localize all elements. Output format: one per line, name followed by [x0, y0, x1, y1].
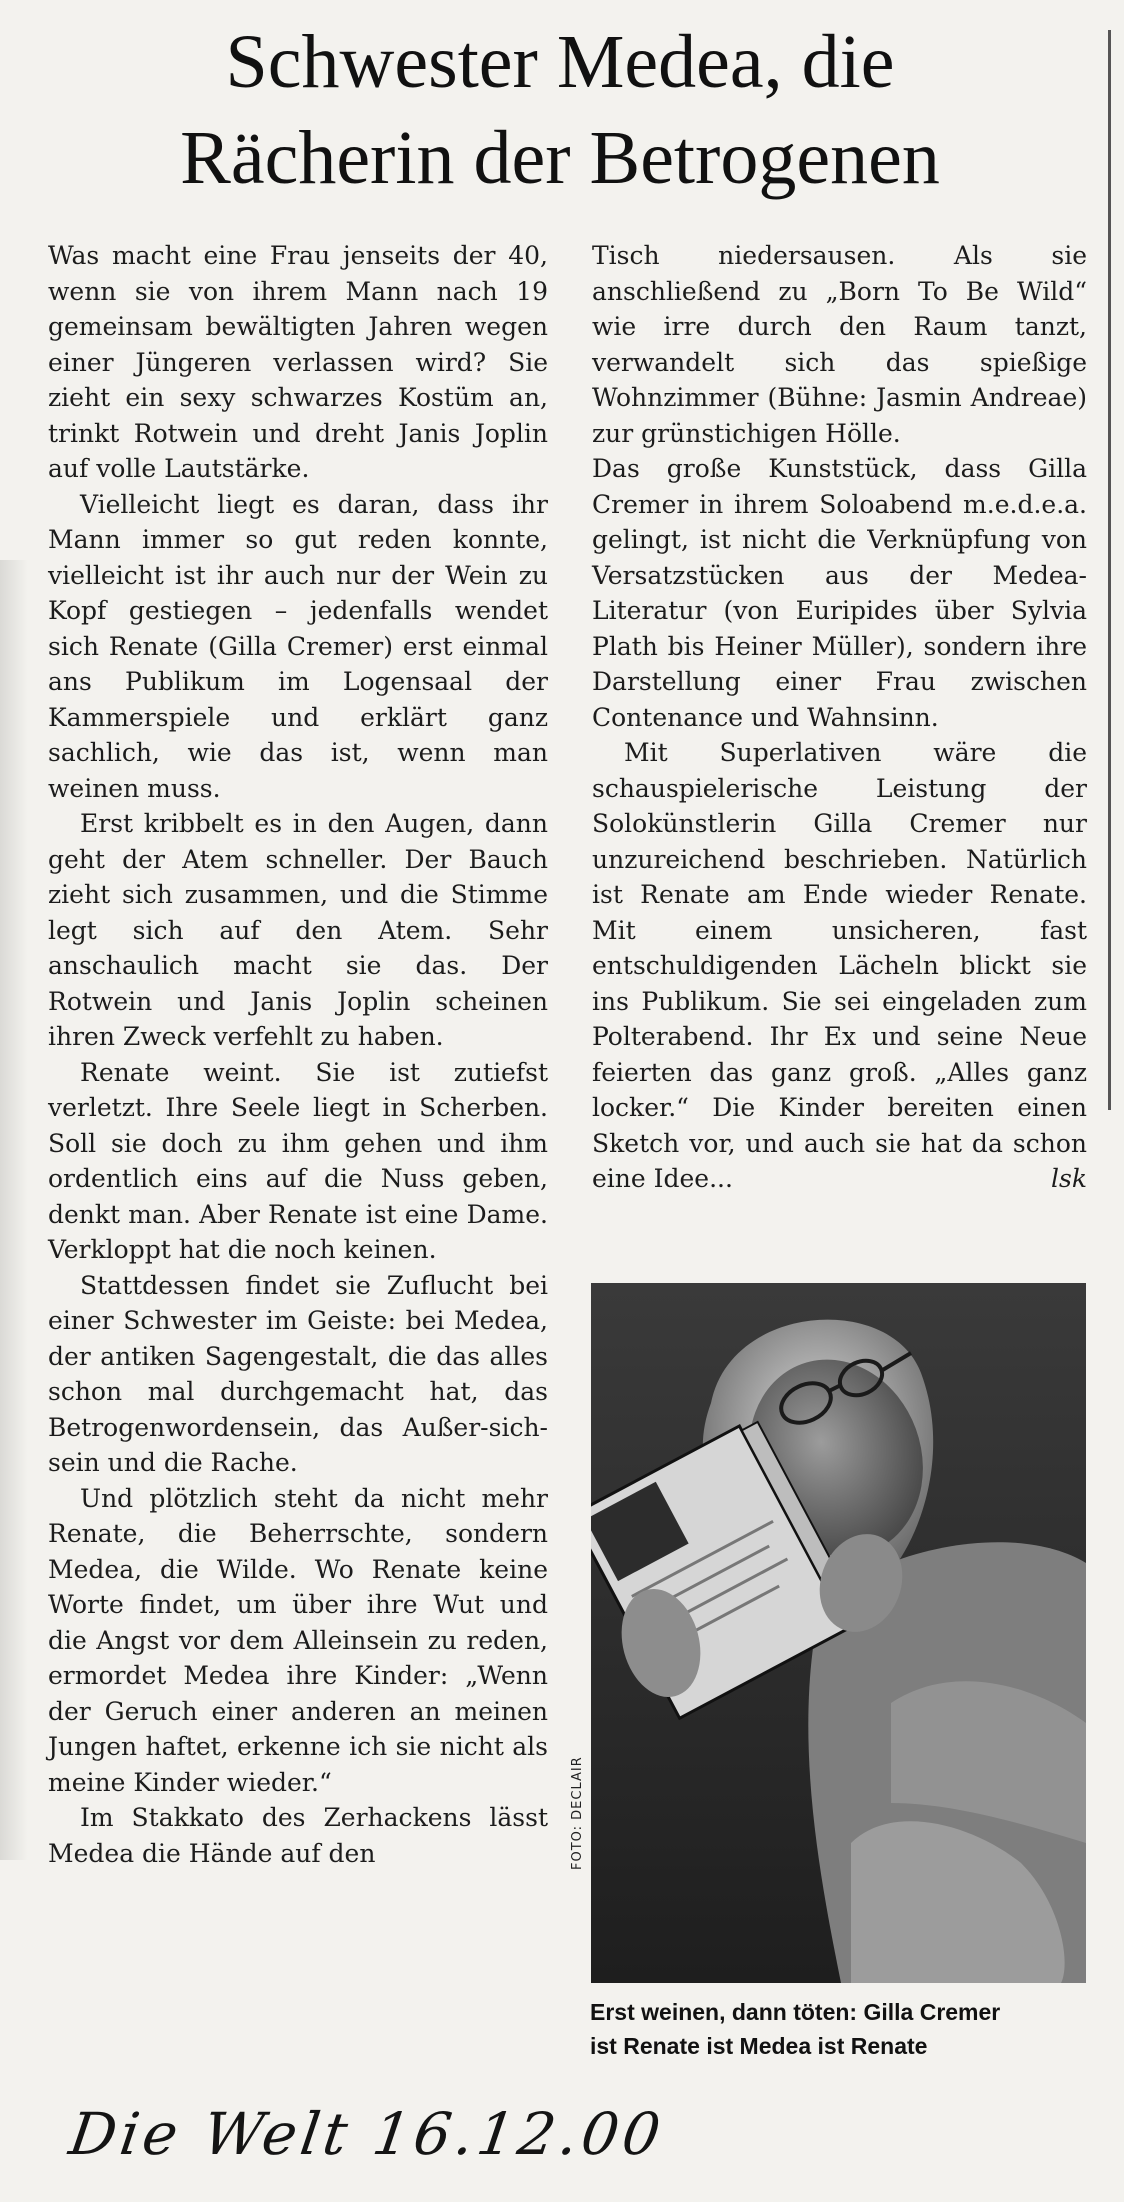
paragraph: Erst kribbelt es in den Augen, dann geht der Atem schneller. Der Bauch zieht sich zusammen, und die Stimme legt sich auf den Atem. Sehr anschaulich macht sie das. Der Rotwein und Janis Joplin scheinen ihren Zweck verfehlt zu haben.	[48, 809, 548, 1051]
handwritten-source-note: Die Welt 16.12.00	[65, 2100, 669, 2168]
photo-illustration	[591, 1283, 1086, 1983]
adjacent-page-bleed	[0, 560, 28, 1860]
paragraph: Das große Kunststück, dass Gilla Cremer in ihrem Soloabend m.e.d.e.a. gelingt, ist nicht die Verknüpfung von Versatzstücken aus der Medea-Literatur (von Euripides über Sylvia Plath bis Heiner Müller), sondern ihre Darstellung einer Frau zwischen Contenance und Wahnsinn.	[592, 454, 1087, 732]
paragraph: Und plötzlich steht da nicht mehr Renate, die Beherrschte, sondern Medea, die Wilde. Wo Renate keine Worte findet, um über ihre Wut und die Angst vor dem Alleinsein zu reden, ermordet Medea ihre Kinder: „Wenn der Geruch einer anderen an meinen Jungen haftet, erkenne ich sie nicht als meine Kinder wieder.“	[48, 1483, 548, 1797]
paragraph: Im Stakkato des Zerhackens lässt Medea die Hände auf den	[48, 1803, 548, 1868]
headline-line-1: Schwester Medea, die	[225, 20, 895, 104]
page-edge-line	[1108, 30, 1111, 1110]
paragraph: Renate weint. Sie ist zutiefst verletzt. Ihre Seele liegt in Scherben. Soll sie doch zu ihm gehen und ihm ordentlich eins auf die Nuss geben, denkt man. Aber Renate ist eine Dame. Verkloppt hat die noch keinen.	[48, 1057, 548, 1264]
paragraph-text: Mit Superlativen wäre die schauspielerische Leistung der Solokünstlerin Gilla Cremer nur unzureichend beschrieben. Natürlich ist Renate am Ende wieder Renate. Mit einem unsicheren, fast entschuldigenden Lächeln blickt sie ins Publikum. Sie sei eingeladen zum Polterabend. Ihr Ex und seine Neue feierten das ganz groß. „Alles ganz locker.“ Die Kinder bereiten einen Sketch vor, und auch sie hat da schon eine Idee...	[592, 738, 1087, 1193]
paragraph	[592, 735, 1087, 1197]
article-column-right	[592, 238, 1087, 1197]
caption-line-1: Erst weinen, dann töten: Gilla Cremer	[590, 1999, 1001, 2025]
photo-credit: FOTO: DECLAIR	[570, 1756, 585, 1870]
paragraph: Vielleicht liegt es daran, dass ihr Mann immer so gut reden konnte, vielleicht ist ihr auch nur der Wein zu Kopf gestiegen – jedenfalls wendet sich Renate (Gilla Cremer) erst einmal ans Publikum im Logensaal der Kammerspiele und erklärt ganz sachlich, wie das ist, wenn man weinen muss.	[48, 489, 548, 803]
article-photo	[591, 1283, 1086, 1983]
paragraph: Was macht eine Frau jenseits der 40, wenn sie von ihrem Mann nach 19 gemeinsam bewältigten Jahren wegen einer Jüngeren verlassen wird? Sie zieht ein sexy schwarzes Kostüm an, trinkt Rotwein und dreht Janis Joplin auf volle Lautstärke.	[48, 241, 548, 483]
paragraph: Tisch niedersausen. Als sie anschließend zu „Born To Be Wild“ wie irre durch den Raum tanzt, verwandelt sich das spießige Wohnzimmer (Bühne: Jasmin Andreae) zur grünstichigen Hölle.	[592, 241, 1087, 448]
headline-line-2: Rächerin der Betrogenen	[180, 116, 940, 200]
paragraph: Stattdessen findet sie Zuflucht bei einer Schwester im Geiste: bei Medea, der antiken Sagengestalt, die das alles schon mal durchgemacht hat, das Betrogenwordensein, das Außer-sich-sein und die Rache.	[48, 1270, 548, 1477]
photo-caption	[590, 1995, 1090, 2063]
author-initials: lsk	[1051, 1164, 1087, 1193]
caption-line-2: ist Renate ist Medea ist Renate	[590, 2033, 928, 2059]
article-headline	[60, 14, 1060, 206]
article-column-left	[48, 238, 548, 1871]
